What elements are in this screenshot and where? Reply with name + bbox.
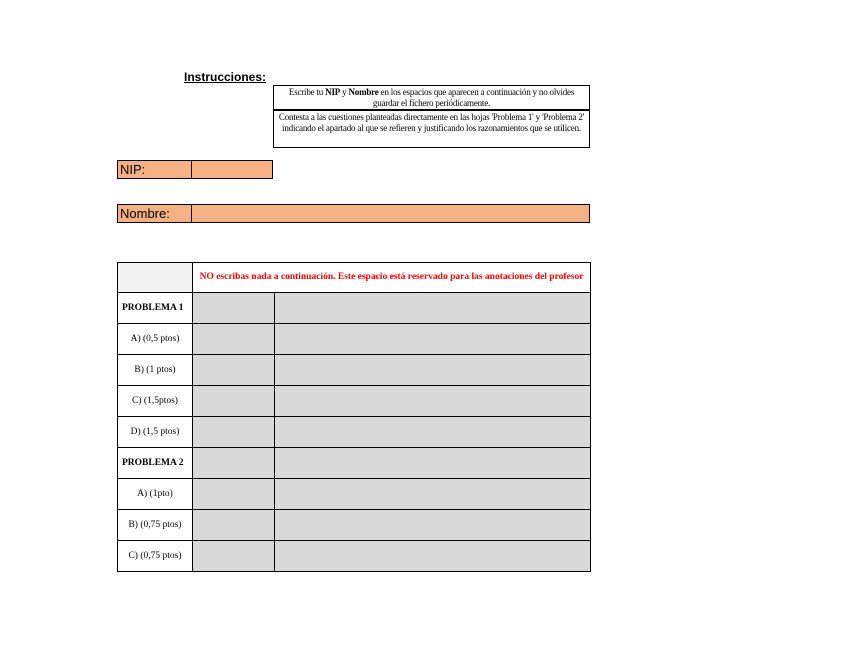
note-cell[interactable]: [275, 355, 591, 386]
instructions-text-mid: y: [340, 87, 349, 97]
part-label: B) (1 ptos): [118, 355, 193, 386]
score-cell[interactable]: [193, 293, 275, 324]
problem-2-label: PROBLEMA 2: [118, 448, 193, 479]
note-cell[interactable]: [275, 324, 591, 355]
note-cell[interactable]: [275, 479, 591, 510]
note-cell[interactable]: [275, 417, 591, 448]
instructions-text-2: Contesta a las cuestiones planteadas directamente en las hojas 'Problema 1' y 'Problema 2' indicando el apartado al que se refieren y justificando los razonamientos que se utilicen.: [278, 112, 585, 133]
part-label: A) (1pto): [118, 479, 193, 510]
table-row: [118, 417, 591, 448]
note-cell[interactable]: [275, 293, 591, 324]
instructions-nip-word: NIP: [325, 87, 341, 97]
table-row: [118, 293, 591, 324]
table-row: [118, 324, 591, 355]
grading-header-row: [118, 263, 591, 293]
part-label: B) (0,75 ptos): [118, 510, 193, 541]
part-label: D) (1,5 ptos): [118, 417, 193, 448]
grading-table: [117, 262, 591, 572]
score-cell[interactable]: [193, 448, 275, 479]
grading-header-note: NO escribas nada a continuación. Este espacio está reservado para las anotaciones del profesor: [193, 263, 591, 293]
nombre-input[interactable]: [191, 204, 590, 223]
part-label: C) (1,5ptos): [118, 386, 193, 417]
score-cell[interactable]: [193, 479, 275, 510]
problem-1-label: PROBLEMA 1: [118, 293, 193, 324]
note-cell[interactable]: [275, 386, 591, 417]
note-cell[interactable]: [275, 541, 591, 572]
instructions-text-post: en los espacios que aparecen a continuación y no olvides guardar el fichero periódicamente.: [372, 87, 575, 108]
instructions-nombre-word: Nombre: [348, 87, 379, 97]
table-row: [118, 510, 591, 541]
table-row: [118, 386, 591, 417]
grading-header-corner: [118, 263, 193, 293]
table-row: [118, 355, 591, 386]
instructions-box-1: [273, 85, 590, 110]
part-label: C) (0,75 ptos): [118, 541, 193, 572]
nip-label: NIP:: [117, 160, 192, 179]
score-cell[interactable]: [193, 386, 275, 417]
part-label: A) (0,5 ptos): [118, 324, 193, 355]
score-cell[interactable]: [193, 324, 275, 355]
nip-input[interactable]: [191, 160, 273, 179]
table-row: [118, 541, 591, 572]
score-cell[interactable]: [193, 355, 275, 386]
instructions-text-pre: Escribe tu: [288, 87, 326, 97]
score-cell[interactable]: [193, 541, 275, 572]
note-cell[interactable]: [275, 510, 591, 541]
instructions-title: Instrucciones:: [184, 70, 267, 84]
table-row: [118, 448, 591, 479]
score-cell[interactable]: [193, 417, 275, 448]
table-row: [118, 479, 591, 510]
instructions-box-2: [273, 110, 590, 148]
nombre-label: Nombre:: [117, 204, 192, 223]
note-cell[interactable]: [275, 448, 591, 479]
score-cell[interactable]: [193, 510, 275, 541]
